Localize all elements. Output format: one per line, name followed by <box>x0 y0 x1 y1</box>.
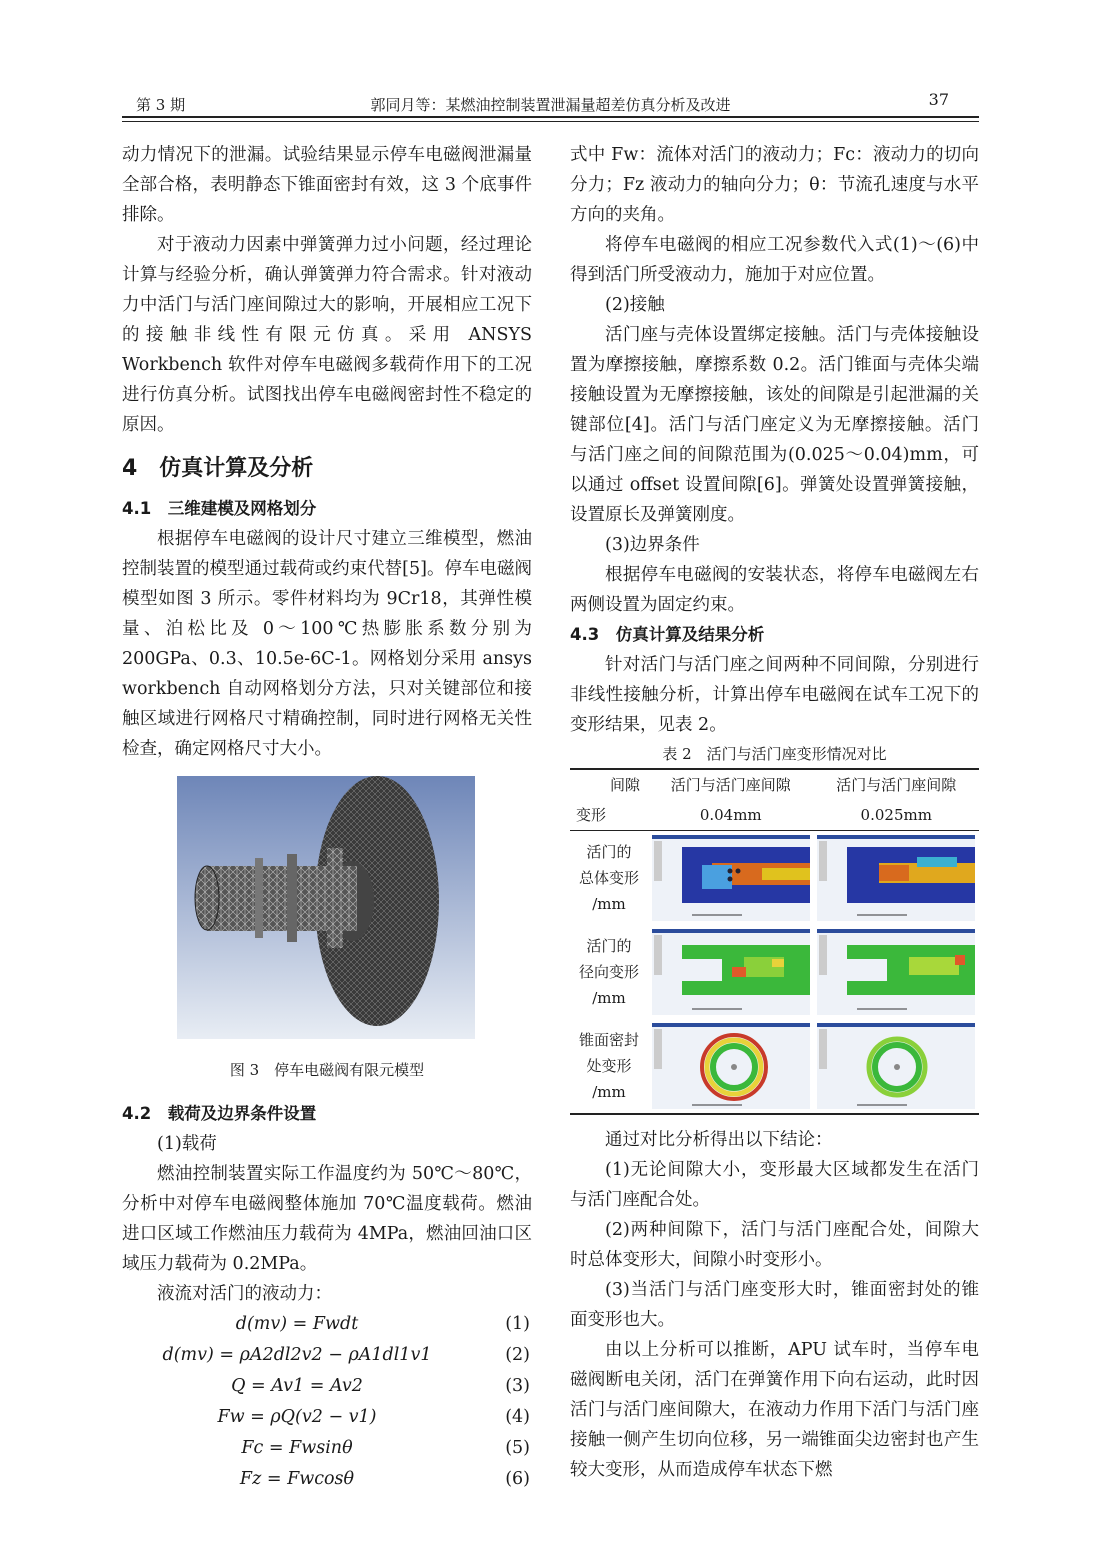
subsection-heading: 4.3 仿真计算及结果分析 <box>570 625 765 644</box>
row-label: 活门的 总体变形 /mm <box>578 843 639 913</box>
figure-caption: 图 3 停车电磁阀有限元模型 <box>229 1061 425 1079</box>
table-col-title: 活门与活门座间隙 <box>670 776 791 794</box>
paragraph-title: (3)边界条件 <box>605 535 700 555</box>
conclusion-item: (1)无论间隙大小，变形最大区域都发生在活门与活门座配合处。 <box>570 1160 979 1210</box>
right-column <box>570 140 979 1485</box>
paragraph: 液流对活门的液动力： <box>157 1284 332 1304</box>
table-col-title: 活门与活门座间隙 <box>836 776 957 794</box>
subsection-heading: 4.1 三维建模及网格划分 <box>122 499 317 518</box>
conclusion-item: (3)当活门与活门座变形大时，锥面密封处的锥面变形也大。 <box>570 1280 979 1330</box>
paragraph: 由以上分析可以推断，APU 试车时，当停车电磁阀断电关闭，活门在弹簧作用下向右运动，此时因活门与活门座间隙大，在液动力作用下活门与活门座接触一侧产生切向位移，另一端锥面尖边密封也产生较大变形，从而造成停车状态下燃 <box>570 1340 979 1480</box>
conclusion-item: (2)两种间隙下，活门与活门座配合处，间隙大时总体变形大，间隙小时变形小。 <box>570 1220 979 1270</box>
paragraph: 将停车电磁阀的相应工况参数代入式(1)～(6)中得到活门所受液动力，施加于对应位置。 <box>570 235 979 285</box>
table-row <box>570 1019 979 1114</box>
issue-number: 第 3 期 <box>136 96 186 114</box>
equation: Fc = Fwsinθ (5) <box>241 1438 530 1458</box>
table-row <box>570 831 979 926</box>
fem-model-figure <box>177 776 475 1039</box>
paragraph: 活门座与壳体设置绑定接触。活门与壳体接触设置为摩擦接触，摩擦系数 0.2。活门锥面与壳体尖端接触设置为无摩擦接触，该处的间隙是引起泄漏的关键部位[4]。活门与活门座定义为无摩擦接触。活门与活门座之间的间隙范围为(0.025～0.04)mm，可以通过 offset 设置间隙[6]。弹簧处设置弹簧接触，设置原长及弹簧刚度。 <box>570 325 979 525</box>
paragraph-title: (2)接触 <box>605 295 665 315</box>
equation: d(mv) = ρA2dl2v2 − ρA1dl1v1 (2) <box>162 1345 530 1365</box>
header-rule-thin <box>122 121 979 122</box>
running-title: 郭同月等：某燃油控制装置泄漏量超差仿真分析及改进 <box>370 96 731 114</box>
paragraph: 式中 Fw：流体对活门的液动力；Fc：液动力的切向分力；Fz 液动力的轴向分力；θ：节流孔速度与水平方向的夹角。 <box>570 145 979 225</box>
table-caption: 表 2 活门与活门座变形情况对比 <box>662 745 887 763</box>
table-col-value: 0.025mm <box>860 806 932 824</box>
paragraph: 燃油控制装置实际工作温度约为 50℃～80℃，分析中对停车电磁阀整体施加 70℃温度载荷。燃油进口区域工作燃油压力载荷为 4MPa，燃油回油口区域压力载荷为 0.2MPa。 <box>122 1164 532 1274</box>
running-header <box>122 90 979 116</box>
simulation-image <box>814 831 980 926</box>
paragraph: 根据停车电磁阀的设计尺寸建立三维模型，燃油控制装置的模型通过载荷或约束代替[5]。停车电磁阀模型如图 3 所示。零件材料均为 9Cr18，其弹性模量、泊松比及 0～100℃热膨胀系数分别为 200GPa、0.3、10.5e-6C-1。网格划分采用 ansys workbench 自动网格划分方法，只对关键部位和接触区域进行网格尺寸精确控制，同时进行网格无关性检查，确定网格尺寸大小。 <box>122 529 532 759</box>
paragraph: 动力情况下的泄漏。试验结果显示停车电磁阀泄漏量全部合格，表明静态下锥面密封有效，这 3 个底事件排除。 <box>122 145 532 225</box>
row-label: 活门的 径向变形 /mm <box>578 937 639 1007</box>
paragraph: 根据停车电磁阀的安装状态，将停车电磁阀左右两侧设置为固定约束。 <box>570 565 979 615</box>
deformation-table <box>570 768 979 1115</box>
simulation-image <box>814 1019 980 1114</box>
header-rule <box>122 116 979 118</box>
table-header-gap: 间隙 <box>609 776 640 794</box>
table-header-deform: 变形 <box>576 806 607 824</box>
page-number: 37 <box>928 90 949 109</box>
left-column <box>122 140 532 1495</box>
paragraph: 针对活门与活门座之间两种不同间隙，分别进行非线性接触分析，计算出停车电磁阀在试车工况下的变形结果，见表 2。 <box>570 655 979 735</box>
equation: d(mv) = Fwdt (1) <box>235 1314 530 1334</box>
simulation-image <box>648 1019 814 1114</box>
table-row <box>570 925 979 1019</box>
section-heading: 4 仿真计算及分析 <box>122 456 314 481</box>
paragraph-title: (1)载荷 <box>157 1134 217 1154</box>
simulation-image <box>648 925 814 1019</box>
subsection-heading: 4.2 载荷及边界条件设置 <box>122 1104 317 1123</box>
paragraph: 对于液动力因素中弹簧弹力过小问题，经过理论计算与经验分析，确认弹簧弹力符合需求。针对液动力中活门与活门座间隙过大的影响，开展相应工况下的接触非线性有限元仿真。采用 ANSYS Workbench 软件对停车电磁阀多载荷作用下的工况进行仿真分析。试图找出停车电磁阀密封性不稳定的原因。 <box>122 235 532 435</box>
table-col-value: 0.04mm <box>699 806 762 824</box>
equation: Q = Av1 = Av2 (3) <box>231 1376 530 1396</box>
equation: Fz = Fwcosθ (6) <box>239 1469 530 1489</box>
row-label: 锥面密封 处变形 /mm <box>578 1031 639 1101</box>
simulation-image <box>648 831 814 926</box>
equation: Fw = ρQ(v2 − v1) (4) <box>217 1407 530 1427</box>
paragraph: 通过对比分析得出以下结论： <box>605 1130 833 1150</box>
simulation-image <box>814 925 980 1019</box>
